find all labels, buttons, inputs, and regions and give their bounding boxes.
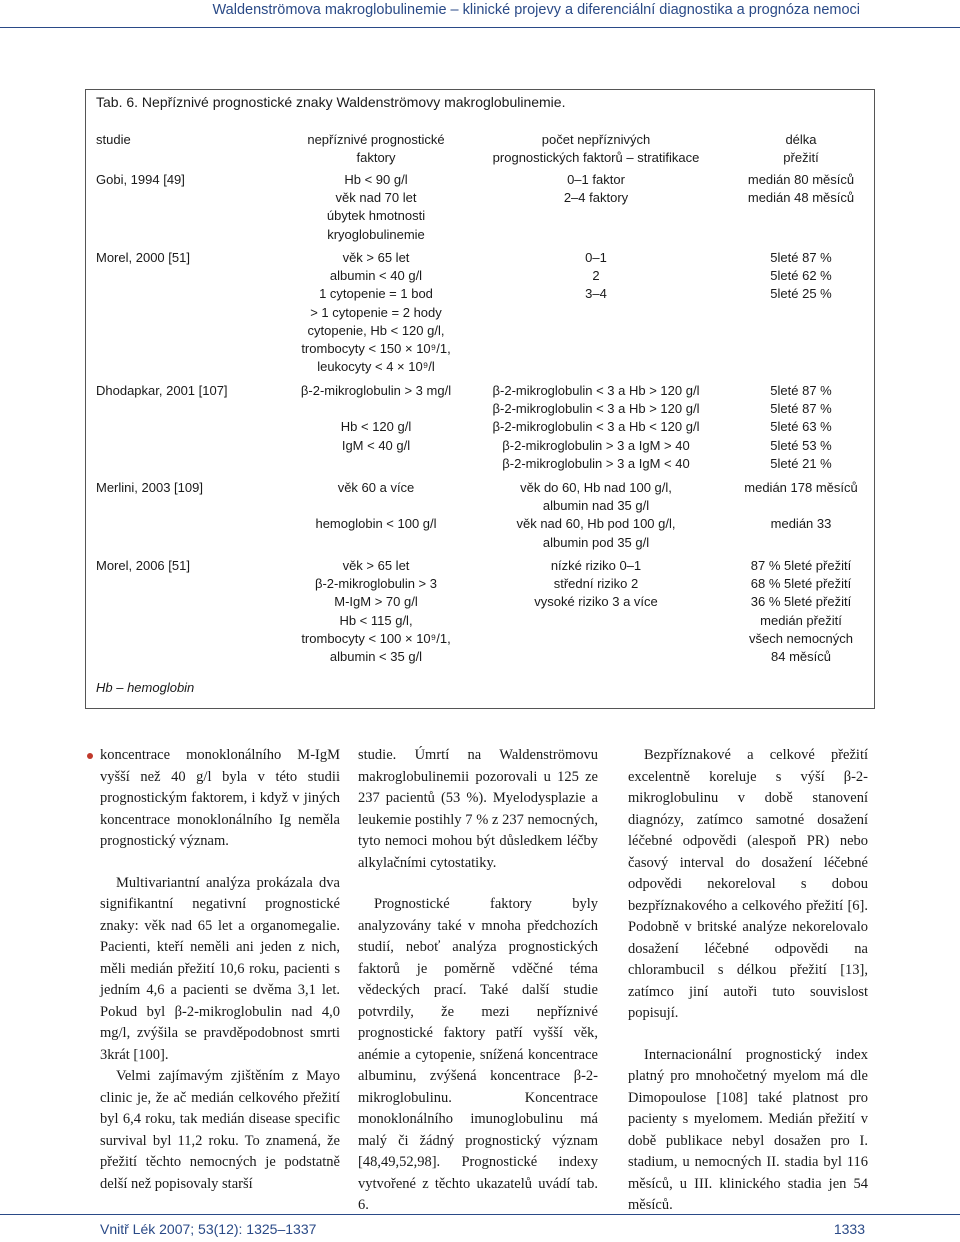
factors-cell <box>256 479 496 534</box>
survival-line: 5leté 87 % <box>770 383 832 398</box>
header-line: nepříznivé prognostické <box>307 132 445 147</box>
factor-line: trombocyty < 150 × 10⁹/1, <box>301 341 451 357</box>
running-header <box>0 0 960 28</box>
study-name: Morel, 2006 [51] <box>96 558 190 573</box>
factor-line: albumin < 35 g/l <box>329 649 423 665</box>
strat-line: 2 <box>592 268 600 284</box>
survival-line: medián 178 měsíců <box>744 480 858 495</box>
survival-cell <box>731 557 871 666</box>
strat-line: albumin pod 35 g/l <box>542 534 650 550</box>
survival-line: 5leté 87 % <box>770 250 832 265</box>
factor-line: cytopenie, Hb < 120 g/l, <box>307 322 445 338</box>
factor-line: hemoglobin < 100 g/l <box>315 516 437 532</box>
header-factors <box>256 131 496 167</box>
study-name: Morel, 2000 [51] <box>96 250 190 265</box>
journal-citation: Vnitř Lék 2007; 53(12): 1325–1337 <box>100 1221 317 1237</box>
header-line: počet nepříznivých <box>541 132 651 147</box>
header-studie <box>96 131 131 149</box>
strat-line: věk nad 60, Hb pod 100 g/l, <box>516 516 676 532</box>
factors-cell <box>256 171 496 244</box>
study-cell <box>96 479 203 497</box>
study-name: Dhodapkar, 2001 [107] <box>96 383 228 398</box>
factor-line: kryoglobulinemie <box>327 226 425 242</box>
strat-line: věk do 60, Hb nad 100 g/l, <box>520 480 672 495</box>
factors-cell <box>256 382 496 455</box>
factor-line <box>256 497 496 515</box>
header-stratification <box>466 131 726 167</box>
abbreviation-note: Hb – hemoglobin <box>96 680 195 695</box>
factors-cell <box>256 557 496 666</box>
factor-line: trombocyty < 100 × 10⁹/1, <box>301 630 451 646</box>
survival-line <box>731 497 871 515</box>
strat-line: 3–4 <box>585 286 607 302</box>
strat-line: střední riziko 2 <box>553 576 639 592</box>
strat-line: 0–1 <box>585 250 607 265</box>
factor-line: > 1 cytopenie = 2 hody <box>310 304 442 320</box>
strat-line: 0–1 faktor <box>567 172 625 187</box>
strat-line: β-2-mikroglobulin > 3 a IgM > 40 <box>502 437 690 453</box>
survival-cell <box>731 171 871 207</box>
strat-line: β-2-mikroglobulin < 3 a Hb > 120 g/l <box>492 383 700 398</box>
factor-line: IgM < 40 g/l <box>341 437 411 453</box>
survival-line: medián 33 <box>770 516 832 532</box>
factor-line: Hb < 120 g/l <box>340 419 412 435</box>
survival-line: 5leté 53 % <box>770 437 832 453</box>
factor-line: Hb < 115 g/l, <box>339 612 413 628</box>
strat-cell <box>466 479 726 552</box>
factor-line: M-IgM > 70 g/l <box>334 594 418 610</box>
strat-line: β-2-mikroglobulin < 3 a Hb > 120 g/l <box>492 401 700 417</box>
paragraph: Prognostické faktory byly analyzovány také v mnoha předchozích studií, neboť analýza prognostických faktorů je poměrně vděčné téma vědeckých prací. Také další studie potvrdily, že mezi nepříznivé prognostické faktory patří vyšší věk, anémie a cytopenie, snížená koncentrace albuminu, zvýšená koncentrace β-2-mikroglobulinu. Koncentrace monoklonálního imunoglobulinu má malý či žádný prognostický význam [48,49,52,98]. Prognostické indexy vytvořené z těchto ukazatelů uvádí tab. 6. <box>358 896 598 1213</box>
study-cell <box>96 249 190 267</box>
bullet-icon <box>87 753 93 759</box>
page-footer <box>0 1214 960 1242</box>
strat-line: albumin nad 35 g/l <box>542 498 650 514</box>
factor-line: věk > 65 let <box>342 558 410 573</box>
factor-line: albumin < 40 g/l <box>329 268 423 284</box>
survival-line: 84 měsíců <box>771 649 831 665</box>
header-line: prognostických faktorů – stratifikace <box>492 150 700 166</box>
study-cell <box>96 382 228 400</box>
survival-cell <box>731 479 871 534</box>
strat-line: nízké riziko 0–1 <box>550 558 642 573</box>
survival-line: 36 % 5leté přežití <box>750 594 852 610</box>
study-name: Merlini, 2003 [109] <box>96 480 203 495</box>
paragraph: Bezpříznakové a celkové přežití excelentně koreluje s výší β-2-mikroglobulinu v době stanovení diagnózy, zatímco samotné dosažení léčebné odpovědi (alespoň PR) nebo časový interval do dosažení léčebné odpovědi nekoreloval s dobou bezpříznakového a celkového přežití [6]. Podobně v britské analýze nekorelovalo dosažení léčebné odpovědi na chlorambucil s délkou přežití [13], zatímco jiní autoři tuto souvislost popisují. <box>628 747 868 1021</box>
survival-cell <box>731 382 871 473</box>
paragraph <box>100 745 340 853</box>
table-caption: Tab. 6. Nepříznivé prognostické znaky Waldenströmovy makroglobulinemie. <box>96 94 566 110</box>
factor-line <box>256 400 496 418</box>
strat-cell <box>466 382 726 473</box>
paragraph-text: koncentrace monoklonálního M-IgM vyšší než 40 g/l byla v této studii prognostickým faktorem, i když v jiných koncentrace monoklonálního Ig neměla prognostický význam. <box>100 747 340 849</box>
survival-line: všech nemocných <box>748 630 854 646</box>
factor-line: β-2-mikroglobulin > 3 <box>314 576 437 592</box>
factor-line: β-2-mikroglobulin > 3 mg/l <box>300 383 452 398</box>
factor-line: věk nad 70 let <box>335 190 417 206</box>
survival-line: 87 % 5leté přežití <box>750 558 852 573</box>
strat-cell <box>466 557 726 612</box>
strat-line: β-2-mikroglobulin < 3 a Hb < 120 g/l <box>492 419 700 435</box>
survival-line: medián přežití <box>760 612 842 628</box>
factor-line: věk 60 a více <box>337 480 415 495</box>
survival-line: 5leté 87 % <box>770 401 832 417</box>
factor-line: věk > 65 let <box>342 250 410 265</box>
factors-cell <box>256 249 496 376</box>
survival-line: 5leté 62 % <box>770 268 832 284</box>
strat-line: β-2-mikroglobulin > 3 a IgM < 40 <box>502 455 690 471</box>
factor-line: úbytek hmotnosti <box>326 208 426 224</box>
header-survival <box>731 131 871 167</box>
survival-line: 5leté 25 % <box>770 286 832 302</box>
survival-line: 5leté 21 % <box>770 455 832 471</box>
prognostic-table <box>85 89 875 709</box>
running-header-text: Waldenströmova makroglobulinemie – klinické projevy a diferenciální diagnostika a prognóza nemoci <box>212 2 860 18</box>
header-line: délka <box>785 132 817 147</box>
page-number: 1333 <box>833 1221 865 1237</box>
strat-cell <box>466 249 726 304</box>
study-cell <box>96 171 185 189</box>
text-column-3 <box>628 745 868 1217</box>
study-name: Gobi, 1994 [49] <box>96 172 185 187</box>
survival-line: medián 80 měsíců <box>747 172 855 187</box>
survival-line: 5leté 63 % <box>770 419 832 435</box>
strat-cell <box>466 171 726 207</box>
survival-line: medián 48 měsíců <box>747 190 855 206</box>
survival-line: 68 % 5leté přežití <box>750 576 852 592</box>
factor-line: 1 cytopenie = 1 bod <box>319 286 433 302</box>
factor-line: leukocyty < 4 × 10⁹/l <box>317 359 435 375</box>
strat-line: vysoké riziko 3 a více <box>534 594 658 610</box>
header-line: studie <box>96 132 131 147</box>
paragraph: Velmi zajímavým zjištěním z Mayo clinic je, že ač medián celkového přežití byl 6,4 roku, tak medián disease specific survival byl 11,2 roku. To znamená, že přežití těchto nemocných je podstatně delší než popisovaly starší <box>100 1068 340 1192</box>
header-line: přežití <box>783 150 819 166</box>
paragraph: studie. Úmrtí na Waldenströmovu makroglobulinemii pozorovali u 125 ze 237 pacientů (53 %). Myelodysplazie a leukemie postihly 7 % z 237 nemocných, tyto nemoci mohou být důsledkem léčby alkylačními cytostatiky. <box>358 747 598 871</box>
survival-cell <box>731 249 871 304</box>
study-cell <box>96 557 190 575</box>
text-column-1 <box>100 745 340 1195</box>
paragraph: Internacionální prognostický index platný pro mnohočetný myelom má dle Dimopoulose [108] také platnost pro pacienty s myelomem. Medián přežití v době publikace nebyl dosažen pro I. stadium, u nemocných II. stadia byl 116 měsíců, u III. klinického stadia jen 54 měsíců. <box>628 1046 868 1213</box>
strat-line: 2–4 faktory <box>563 190 629 206</box>
header-line: faktory <box>356 150 396 166</box>
text-column-2 <box>358 745 598 1217</box>
factor-line: Hb < 90 g/l <box>344 172 408 187</box>
paragraph: Multivariantní analýza prokázala dva signifikantní negativní prognostické znaky: věk nad 65 let a organomegalie. Pacienti, kteří neměli ani jeden z nich, měli medián přežití 10,6 roku, pacienti s jedním 4,6 a pacienti se dvěma 3,1 let. Pokud byl β-2-mikroglobulin nad 4,0 mg/l, zvýšila se pravděpodobnost smrti 3krát [100]. <box>100 874 340 1063</box>
